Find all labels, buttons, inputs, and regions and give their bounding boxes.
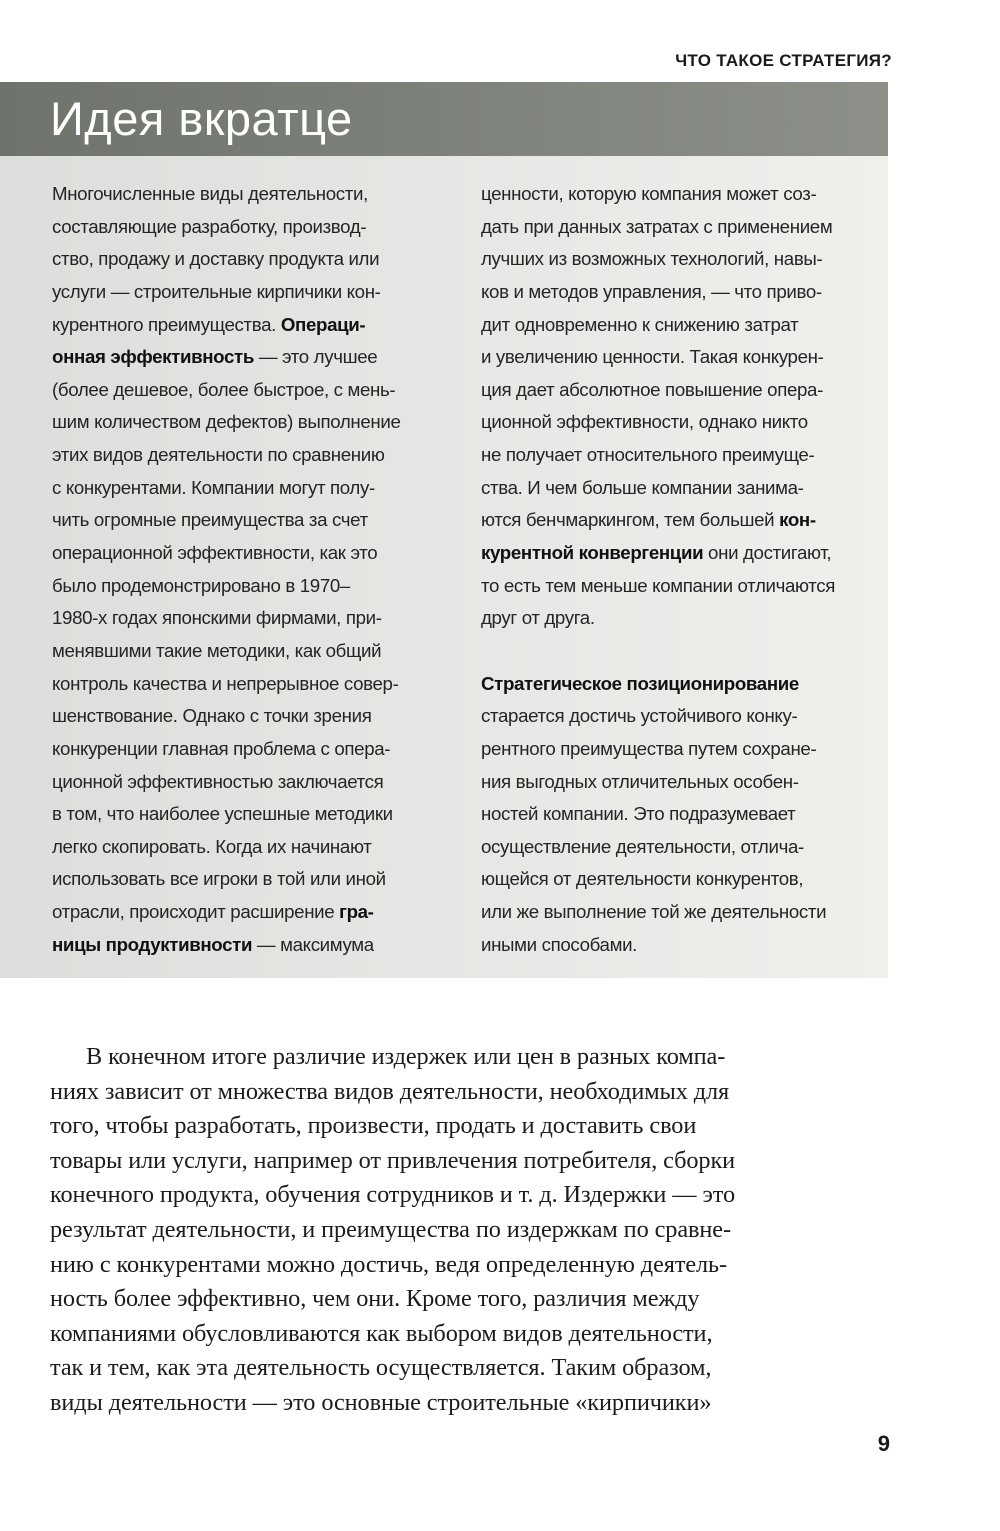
text-run: или же выполнение той же деятельности xyxy=(481,901,827,923)
body-line: ность более эффективно, чем они. Кроме того, различия между xyxy=(50,1285,700,1313)
text-run: старается достичь устойчивого конку- xyxy=(481,705,798,727)
text-line xyxy=(52,831,432,864)
text-line xyxy=(52,570,432,603)
text-line xyxy=(481,341,865,374)
text-line xyxy=(52,929,432,962)
bold-term: гра- xyxy=(339,901,374,923)
text-line xyxy=(52,602,432,635)
body-line: ниях зависит от множества видов деятельности, необходимых для xyxy=(50,1077,730,1105)
text-run: ционной эффективностью заключается xyxy=(52,770,384,792)
body-line: виды деятельности — это основные строительные «кирпичики» xyxy=(50,1388,712,1416)
bold-term: кон- xyxy=(779,509,816,531)
body-line: компаниями обусловливаются как выбором видов деятельности, xyxy=(50,1319,713,1347)
text-line xyxy=(481,178,865,211)
text-line xyxy=(52,439,432,472)
bold-term: Операци- xyxy=(280,313,366,335)
text-line xyxy=(481,831,865,864)
text-run: осуществление деятельности, отлича- xyxy=(481,835,804,857)
text-run: с конкурентами. Компании могут полу- xyxy=(52,476,375,498)
sidebar-left-column xyxy=(52,178,432,961)
body-line: конечного продукта, обучения сотрудников и т. д. Издержки — это xyxy=(50,1181,736,1209)
text-line xyxy=(52,863,432,896)
text-line xyxy=(481,570,865,603)
text-run: менявшими такие методики, как общий xyxy=(52,639,382,661)
text-run: было продемонстрировано в 1970– xyxy=(52,574,350,596)
text-line xyxy=(52,309,432,342)
text-run: иными способами. xyxy=(481,933,638,955)
text-line xyxy=(481,276,865,309)
text-line xyxy=(481,700,865,733)
text-line xyxy=(481,211,865,244)
bold-term: ницы продуктивности xyxy=(52,933,253,955)
text-line xyxy=(481,863,865,896)
text-run: ства. И чем больше компании занима- xyxy=(481,476,804,498)
text-run: Многочисленные виды деятельности, xyxy=(52,183,368,204)
text-run: лучших из возможных технологий, навы- xyxy=(481,248,823,270)
text-line xyxy=(52,766,432,799)
body-paragraph xyxy=(50,1040,895,1421)
text-run: — максимума xyxy=(252,933,374,955)
paragraph-gap xyxy=(481,635,865,668)
text-line xyxy=(52,798,432,831)
text-run: ющейся от деятельности конкурентов, xyxy=(481,868,804,890)
body-line: товары или услуги, например от привлечения потребителя, сборки xyxy=(50,1146,736,1174)
text-line xyxy=(52,178,432,211)
text-run: ценности, которую компания может соз- xyxy=(481,183,817,204)
text-line xyxy=(52,896,432,929)
text-line xyxy=(52,374,432,407)
text-run: контроль качества и непрерывное совер- xyxy=(52,672,399,694)
sidebar-right-column xyxy=(481,178,865,961)
text-line xyxy=(481,733,865,766)
text-run: дит одновременно к снижению затрат xyxy=(481,313,799,335)
text-run: дать при данных затратах с применением xyxy=(481,215,833,237)
text-run: легко скопировать. Когда их начинают xyxy=(52,835,372,857)
text-run: курентного преимущества. xyxy=(52,313,281,335)
text-line xyxy=(481,929,865,962)
bold-term: онная эффективность xyxy=(52,346,254,368)
text-line xyxy=(481,472,865,505)
text-run: не получает относительного преимуще- xyxy=(481,444,815,466)
text-line xyxy=(52,635,432,668)
text-run: ство, продажу и доставку продукта или xyxy=(52,248,380,270)
text-run: — это лучшее xyxy=(253,346,378,368)
text-line xyxy=(481,798,865,831)
text-run: конкуренции главная проблема с опера- xyxy=(52,737,391,759)
body-line: В конечном итоге различие издержек или цен в разных компа- xyxy=(86,1043,726,1070)
text-run: ция дает абсолютное повышение опера- xyxy=(481,378,823,400)
body-line: результат деятельности, и преимущества по издержкам по сравне- xyxy=(50,1215,731,1243)
text-line xyxy=(481,537,865,570)
text-line xyxy=(52,341,432,374)
text-run: и увеличению ценности. Такая конкурен- xyxy=(481,346,824,368)
text-run: операционной эффективности, как это xyxy=(52,542,378,564)
text-run: они достигают, xyxy=(703,542,832,564)
text-run: ния выгодных отличительных особен- xyxy=(481,770,799,792)
text-line xyxy=(52,668,432,701)
text-line xyxy=(52,211,432,244)
text-line xyxy=(481,602,865,635)
text-line xyxy=(481,439,865,472)
sidebar-title-banner xyxy=(0,82,888,156)
text-run: шенствование. Однако с точки зрения xyxy=(52,705,372,727)
text-line xyxy=(52,504,432,537)
text-line xyxy=(52,472,432,505)
text-line xyxy=(481,896,865,929)
text-line xyxy=(481,309,865,342)
text-run: друг от друга. xyxy=(481,607,595,629)
text-line xyxy=(52,276,432,309)
body-line: нию с конкурентами можно достичь, ведя определенную деятель- xyxy=(50,1250,728,1278)
text-run: чить огромные преимущества за счет xyxy=(52,509,368,531)
running-head: ЧТО ТАКОЕ СТРАТЕГИЯ? xyxy=(675,51,892,70)
text-run: отрасли, происходит расширение xyxy=(52,901,340,923)
text-run: рентного преимущества путем сохране- xyxy=(481,737,817,759)
bold-term: курентной конвергенции xyxy=(481,542,704,564)
text-line xyxy=(481,504,865,537)
text-line xyxy=(481,374,865,407)
text-run: то есть тем меньше компании отличаются xyxy=(481,574,836,596)
text-run: ков и методов управления, — что приво- xyxy=(481,280,822,302)
text-line xyxy=(52,537,432,570)
text-run: (более дешевое, более быстрое, с мень- xyxy=(52,378,396,400)
text-line xyxy=(52,243,432,276)
text-run: в том, что наиболее успешные методики xyxy=(52,803,393,825)
text-run: услуги — строительные кирпичики кон- xyxy=(52,280,381,302)
text-run: этих видов деятельности по сравнению xyxy=(52,444,385,466)
text-line xyxy=(52,406,432,439)
text-line xyxy=(481,243,865,276)
page-number: 9 xyxy=(877,1431,890,1456)
sidebar-title: Идея вкратце xyxy=(50,92,353,145)
text-run: ционной эффективности, однако никто xyxy=(481,411,808,433)
text-line xyxy=(52,733,432,766)
text-run: ностей компании. Это подразумевает xyxy=(481,803,796,825)
text-run: использовать все игроки в той или иной xyxy=(52,868,386,890)
text-line xyxy=(481,406,865,439)
body-line: того, чтобы разработать, произвести, продать и доставить свои xyxy=(50,1112,697,1140)
text-run: составляющие разработку, производ- xyxy=(52,215,367,237)
text-line xyxy=(481,668,865,701)
text-run: шим количеством дефектов) выполнение xyxy=(52,411,401,433)
text-run: ются бенчмаркингом, тем большей xyxy=(481,509,780,531)
body-line: так и тем, как эта деятельность осуществляется. Таким образом, xyxy=(50,1354,712,1382)
text-line xyxy=(481,766,865,799)
text-run: 1980-х годах японскими фирмами, при- xyxy=(52,607,382,629)
text-line xyxy=(52,700,432,733)
bold-term: Стратегическое позиционирование xyxy=(481,672,799,694)
